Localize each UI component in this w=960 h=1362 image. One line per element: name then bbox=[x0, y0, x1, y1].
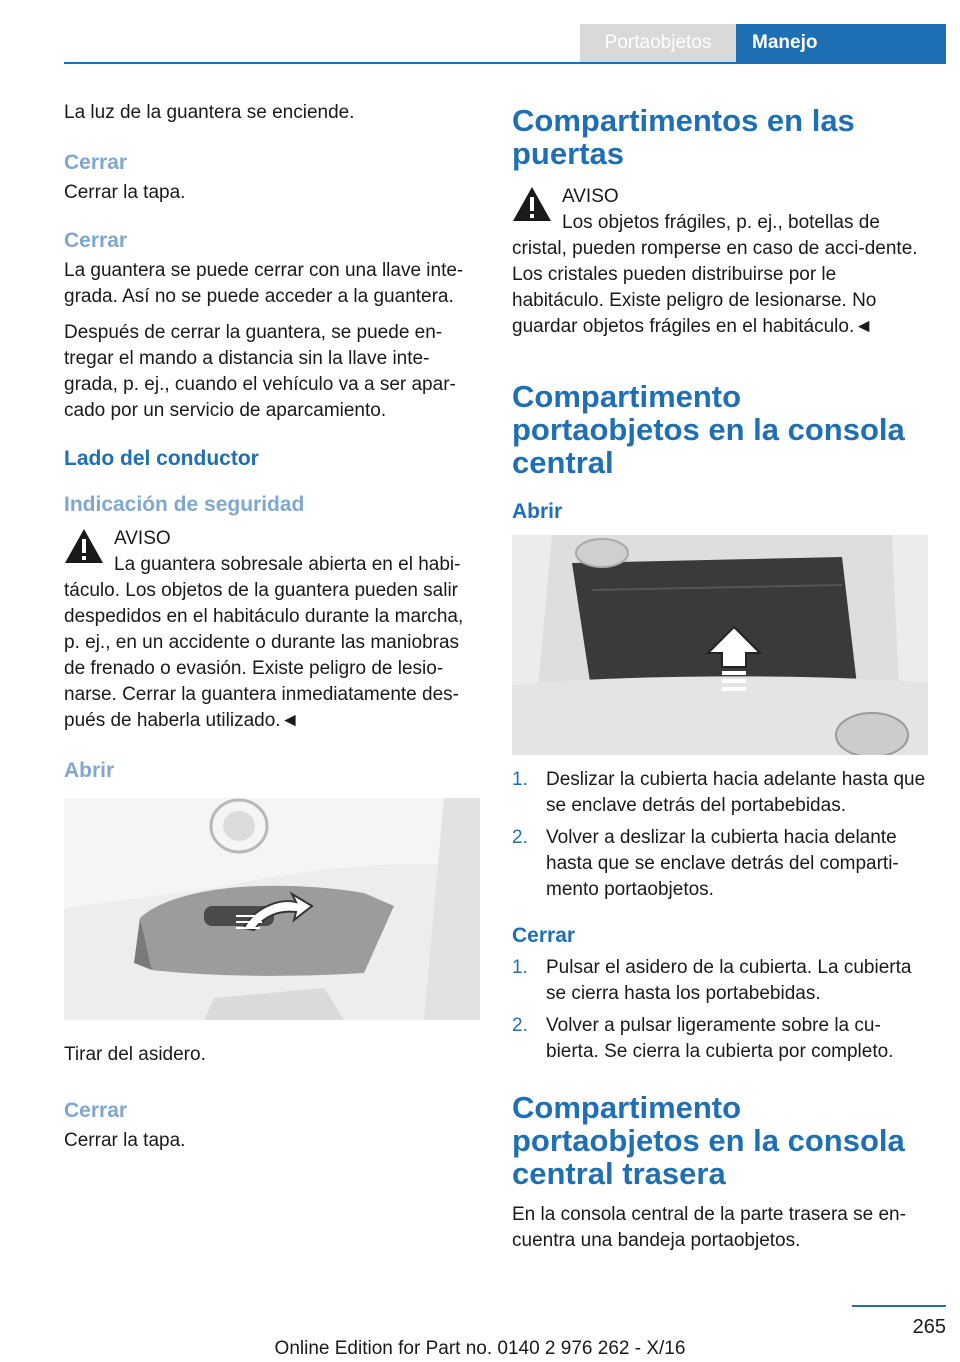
text-consola-trasera: En la consola central de la parte trasera se en-cuentra una bandeja portaobjetos. bbox=[512, 1204, 906, 1251]
glovebox-illustration bbox=[64, 798, 480, 1020]
header-rule bbox=[64, 62, 946, 64]
heading-abrir-left: Abrir bbox=[64, 759, 115, 782]
warning-text-line1: La guantera sobresale abierta en el habi- bbox=[114, 554, 461, 575]
step-text: Deslizar la cubierta hacia adelante hasta que se enclave detrás del portabebidas. bbox=[546, 769, 926, 816]
abrir-steps-list bbox=[512, 767, 930, 903]
console-slide-arrow-icon bbox=[512, 535, 928, 755]
text-cerrar-2a: La guantera se puede cerrar con una llave inte-grada. Así no se puede acceder a la guantera. bbox=[64, 260, 464, 307]
list-item bbox=[512, 955, 930, 1007]
warning-text-rest: táculo. Los objetos de la guantera pueden salir despedidos en el habitáculo durante la marcha, p. ej., en un accidente o durante las maniobras de frenado o evasión. Existe peligro de lesio-narse. Cerrar la guantera inmediatamente des-pués de haberla utilizado.◄ bbox=[64, 580, 464, 731]
warning-triangle-icon bbox=[64, 528, 104, 564]
step-number: 2. bbox=[512, 827, 528, 848]
text-tirar-asidero: Tirar del asidero. bbox=[64, 1044, 206, 1065]
warning-text-rest: cristal, pueden romperse en caso de acci-dente. Los cristales pueden distribuirse por le habitáculo. Existe peligro de lesionarse. No guardar objetos frágiles en el habitáculo.◄ bbox=[512, 238, 918, 337]
heading-cerrar-3: Cerrar bbox=[64, 1099, 128, 1122]
header-chapter-tab: Manejo bbox=[736, 24, 946, 62]
heading-consola-central: Compartimento portaobjetos en la consola central bbox=[512, 379, 905, 480]
warning-block-left bbox=[64, 526, 482, 734]
step-number: 1. bbox=[512, 957, 528, 978]
warning-triangle-icon bbox=[512, 186, 552, 222]
heading-cerrar-2: Cerrar bbox=[64, 229, 128, 252]
left-column bbox=[64, 100, 482, 1164]
list-item bbox=[512, 1013, 930, 1065]
heading-indicacion-seguridad: Indicación de seguridad bbox=[64, 493, 305, 516]
page-number: 265 bbox=[912, 1316, 946, 1338]
text-cerrar-3: Cerrar la tapa. bbox=[64, 1130, 186, 1151]
step-number: 1. bbox=[512, 769, 528, 790]
footer-edition: Online Edition for Part no. 0140 2 976 262 - X/16 bbox=[274, 1338, 686, 1359]
heading-lado-conductor: Lado del conductor bbox=[64, 447, 259, 470]
cerrar-steps-list bbox=[512, 955, 930, 1065]
step-text: Volver a pulsar ligeramente sobre la cu-bierta. Se cierra la cubierta por completo. bbox=[546, 1015, 894, 1062]
intro-text: La luz de la guantera se enciende. bbox=[64, 102, 355, 123]
step-number: 2. bbox=[512, 1015, 528, 1036]
glovebox-handle-icon bbox=[64, 798, 480, 1020]
footer-rule bbox=[852, 1305, 946, 1307]
right-column bbox=[512, 100, 930, 1264]
text-cerrar-1: Cerrar la tapa. bbox=[64, 182, 186, 203]
heading-abrir-right: Abrir bbox=[512, 500, 563, 523]
list-item bbox=[512, 825, 930, 903]
console-illustration bbox=[512, 535, 928, 755]
heading-compartimentos-puertas: Compartimentos en las puertas bbox=[512, 103, 855, 171]
heading-cerrar-right: Cerrar bbox=[512, 924, 576, 947]
warning-block-right bbox=[512, 184, 930, 340]
warning-title: AVISO bbox=[562, 186, 619, 207]
warning-title: AVISO bbox=[114, 528, 171, 549]
heading-cerrar-1: Cerrar bbox=[64, 151, 128, 174]
heading-consola-trasera: Compartimento portaobjetos en la consola central trasera bbox=[512, 1090, 905, 1191]
warning-text-line1: Los objetos frágiles, p. ej., botellas de bbox=[562, 212, 880, 233]
list-item bbox=[512, 767, 930, 819]
step-text: Volver a deslizar la cubierta hacia delante hasta que se enclave detrás del comparti-mento portaobjetos. bbox=[546, 827, 899, 900]
text-cerrar-2b: Después de cerrar la guantera, se puede en-tregar el mando a distancia sin la llave inte-grada, p. ej., cuando el vehículo va a ser apar-cado por un servicio de aparcamiento. bbox=[64, 322, 456, 421]
header-section-tab: Portaobjetos bbox=[580, 24, 736, 62]
step-text: Pulsar el asidero de la cubierta. La cubierta se cierra hasta los portabebidas. bbox=[546, 957, 912, 1004]
